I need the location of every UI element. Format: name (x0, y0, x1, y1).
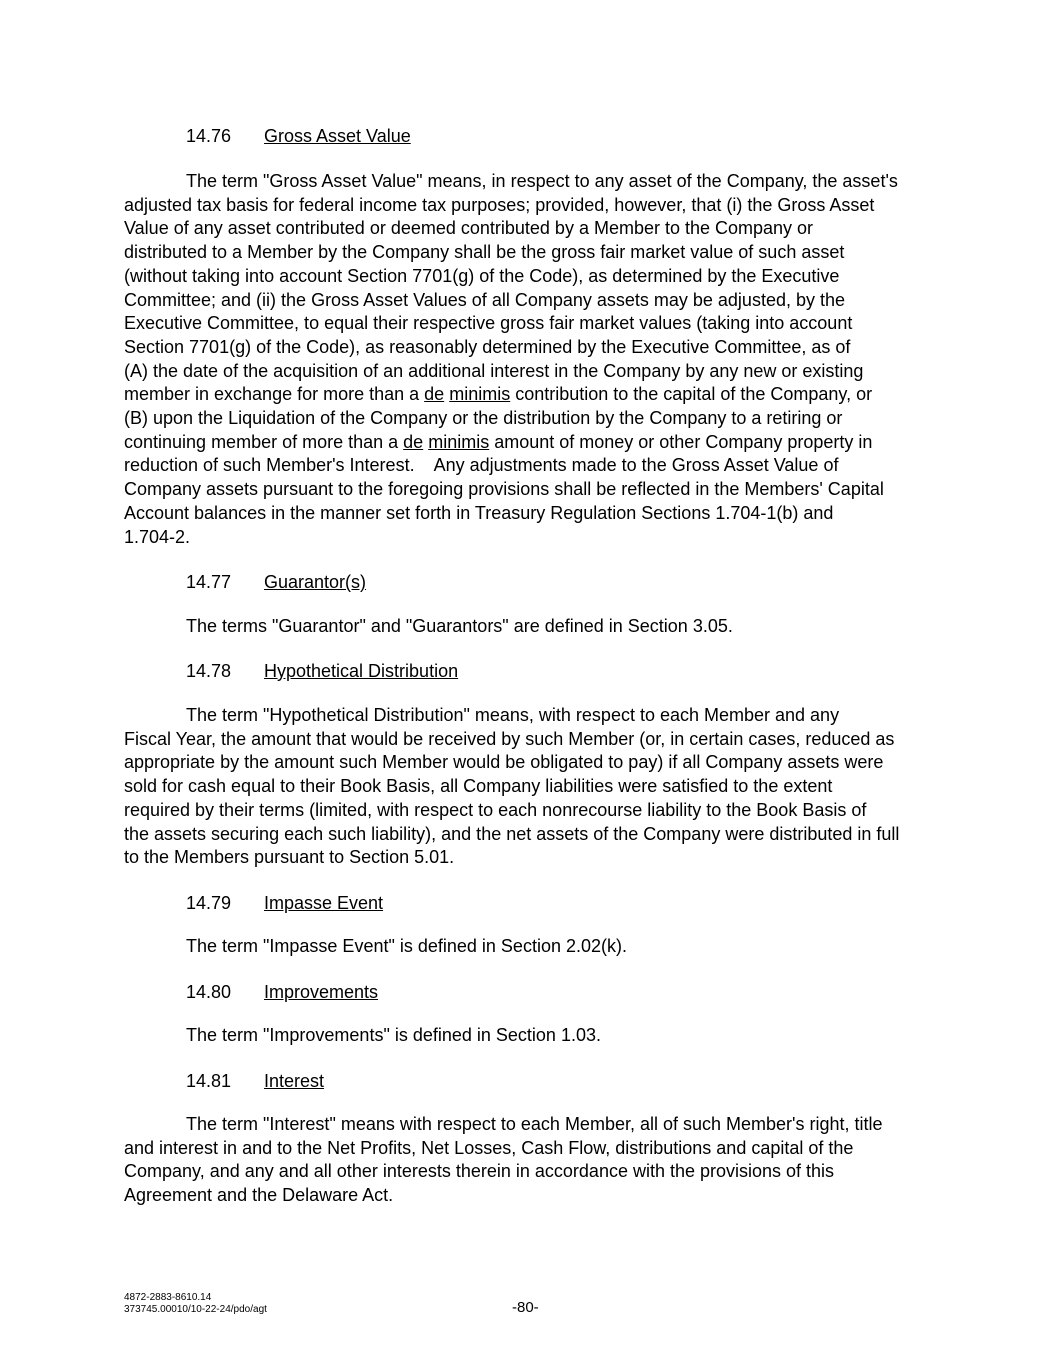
section-title: Gross Asset Value (264, 126, 411, 146)
paragraph-line: appropriate by the amount such Member would be obligated to pay) if all Company assets were (124, 752, 884, 773)
section-title: Guarantor(s) (264, 572, 367, 592)
line-text: continuing member of more than a (124, 431, 404, 452)
paragraph-line: (A) the date of the acquisition of an additional interest in the Company by any new or existing (124, 360, 864, 381)
section-heading-14-76 (186, 124, 411, 148)
section-heading-14-81 (186, 1069, 324, 1093)
paragraph-line: distributed to a Member by the Company shall be the gross fair market value of such asset (124, 242, 845, 263)
paragraph-line: Fiscal Year, the amount that would be received by such Member (or, in certain cases, reduced as (124, 728, 895, 749)
footer-matter-number: 373745.00010/10-22-24/pdo/agt (124, 1304, 267, 1315)
section-heading-14-78 (186, 659, 458, 683)
paragraph-line: reduction of such Member's Interest. Any adjustments made to the Gross Asset Value of (124, 455, 839, 476)
paragraph-line: Section 7701(g) of the Code), as reasonably determined by the Executive Committee, as of (124, 336, 851, 357)
line-text: contribution to the capital of the Company, or (510, 384, 873, 405)
paragraph-line: Company assets pursuant to the foregoing provisions shall be reflected in the Members' Capital (124, 479, 884, 500)
latin-term-minimis: minimis (428, 431, 490, 452)
paragraph-line: the assets securing each such liability), and the net assets of the Company were distributed in full (124, 823, 900, 844)
section-body-14-81 (124, 1113, 934, 1208)
page-number: -80- (512, 1299, 539, 1316)
paragraph-line: 1.704-2. (124, 526, 191, 547)
latin-term-de: de (403, 431, 424, 452)
latin-term-minimis: minimis (449, 384, 511, 405)
footer-document-id (124, 1292, 267, 1316)
line-text: amount of money or other Company property in (489, 431, 873, 452)
paragraph-line: (B) upon the Liquidation of the Company or the distribution by the Company to a retiring or (124, 408, 843, 429)
section-heading-14-77 (186, 570, 366, 594)
section-body-14-80 (124, 1024, 934, 1048)
section-body-14-79 (124, 935, 934, 959)
footer-doc-number: 4872-2883-8610.14 (124, 1292, 212, 1303)
paragraph-line: to the Members pursuant to Section 5.01. (124, 847, 455, 868)
paragraph-line: (without taking into account Section 7701(g) of the Code), as determined by the Executive (124, 265, 840, 286)
section-title: Improvements (264, 982, 379, 1002)
section-title: Hypothetical Distribution (264, 661, 459, 681)
paragraph-line: Company, and any and all other interests therein in accordance with the provisions of this (124, 1161, 835, 1182)
section-number: 14.78 (186, 661, 232, 681)
paragraph-line: and interest in and to the Net Profits, Net Losses, Cash Flow, distributions and capital of the (124, 1137, 854, 1158)
paragraph-line: The term "Impasse Event" is defined in Section 2.02(k). (186, 936, 627, 956)
paragraph-line: The terms "Guarantor" and "Guarantors" are defined in Section 3.05. (186, 616, 733, 636)
section-number: 14.77 (186, 572, 232, 592)
paragraph-line (124, 431, 934, 455)
section-number: 14.79 (186, 893, 232, 913)
paragraph-line: The term "Interest" means with respect to each Member, all of such Member's right, title (186, 1114, 883, 1134)
section-body-14-76 (124, 170, 934, 549)
section-title: Impasse Event (264, 893, 384, 913)
section-heading-14-79 (186, 891, 383, 915)
section-title: Interest (264, 1071, 325, 1091)
paragraph-line: sold for cash equal to their Book Basis, all Company liabilities were satisfied to the extent (124, 776, 833, 797)
paragraph-line: The term "Hypothetical Distribution" means, with respect to each Member and any (186, 705, 840, 725)
paragraph-line: adjusted tax basis for federal income tax purposes; provided, however, that (i) the Gross Asset (124, 194, 875, 215)
paragraph-line: Agreement and the Delaware Act. (124, 1185, 394, 1206)
section-heading-14-80 (186, 980, 378, 1004)
paragraph-line: The term "Gross Asset Value" means, in respect to any asset of the Company, the asset's (186, 171, 898, 191)
paragraph-line: Executive Committee, to equal their respective gross fair market values (taking into account (124, 313, 853, 334)
section-number: 14.76 (186, 126, 232, 146)
latin-term-de: de (424, 384, 445, 405)
section-body-14-77 (124, 615, 934, 639)
section-body-14-78 (124, 704, 934, 870)
section-number: 14.80 (186, 982, 232, 1002)
line-text: member in exchange for more than a (124, 384, 425, 405)
paragraph-line: Account balances in the manner set forth in Treasury Regulation Sections 1.704-1(b) and (124, 502, 834, 523)
paragraph-line: required by their terms (limited, with respect to each nonrecourse liability to the Book Basis of (124, 799, 867, 820)
paragraph-line (124, 383, 934, 407)
paragraph-line: Value of any asset contributed or deemed contributed by a Member to the Company or (124, 218, 814, 239)
paragraph-line: The term "Improvements" is defined in Section 1.03. (186, 1025, 601, 1045)
section-number: 14.81 (186, 1071, 232, 1091)
paragraph-line: Committee; and (ii) the Gross Asset Values of all Company assets may be adjusted, by the (124, 289, 846, 310)
